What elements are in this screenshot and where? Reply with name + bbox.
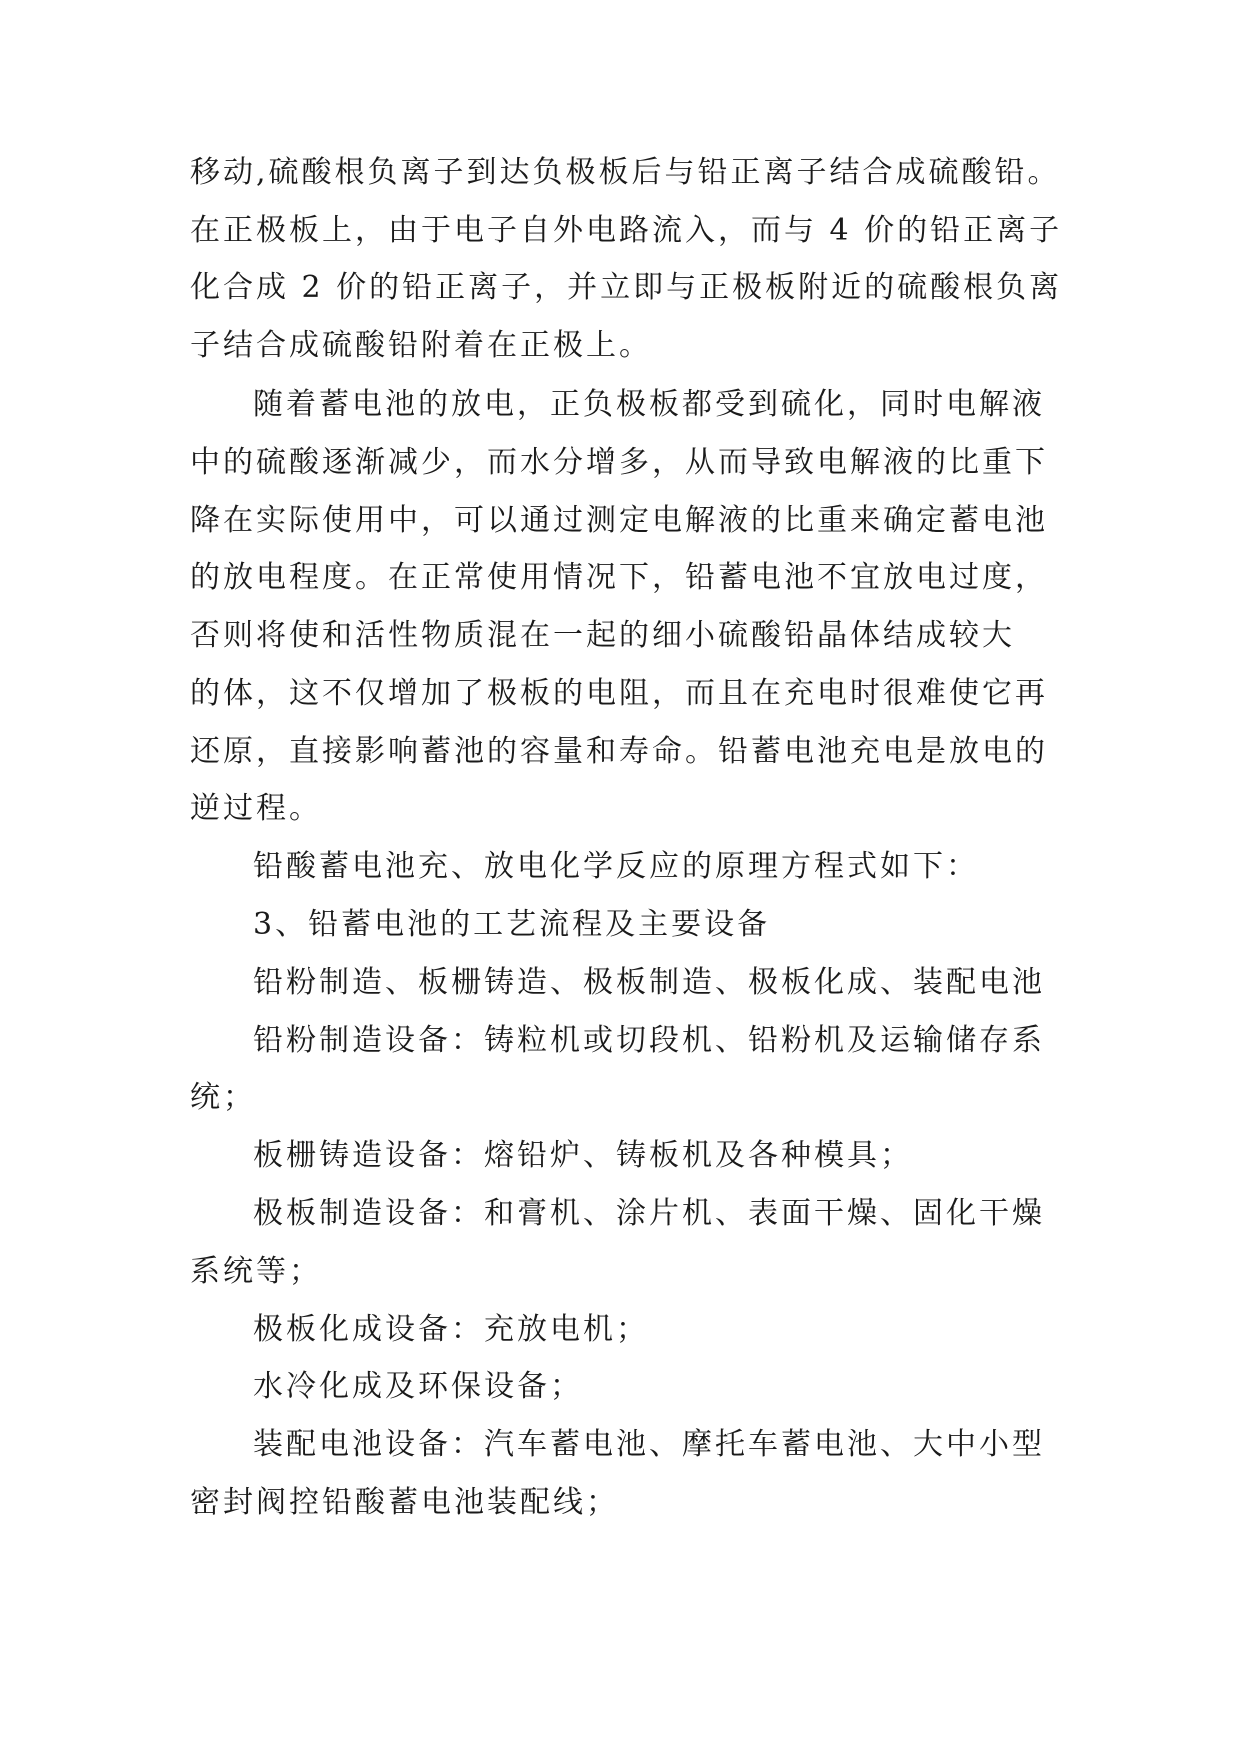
text-line: 铅粉制造设备：铸粒机或切段机、铅粉机及运输储存系: [253, 1023, 1045, 1058]
text-line: 水冷化成及环保设备；: [253, 1369, 583, 1404]
text-line: 极板化成设备：充放电机；: [253, 1312, 649, 1347]
text-line: 化合成 2 价的铅正离子，并立即与正极板附近的硫酸根负离: [190, 270, 1063, 305]
text-line: 的体，这不仅增加了极板的电阻，而且在充电时很难使它再: [190, 676, 1048, 711]
text-line: 在正极板上，由于电子自外电路流入，而与 4 价的铅正离子: [190, 213, 1063, 248]
text-line: 板栅铸造设备：熔铅炉、铸板机及各种模具；: [253, 1138, 913, 1173]
text-line: 移动,硫酸根负离子到达负极板后与铅正离子结合成硫酸铅。: [190, 155, 1061, 190]
text-line: 统；: [190, 1080, 256, 1115]
text-line: 中的硫酸逐渐减少，而水分增多，从而导致电解液的比重下: [190, 445, 1048, 480]
section-heading: 3、铅蓄电池的工艺流程及主要设备: [253, 907, 771, 942]
text-line: 的放电程度。在正常使用情况下，铅蓄电池不宜放电过度，: [190, 560, 1048, 595]
text-line: 子结合成硫酸铅附着在正极上。: [190, 328, 652, 363]
text-line: 铅粉制造、板栅铸造、极板制造、极板化成、装配电池: [253, 965, 1045, 1000]
text-line: 逆过程。: [190, 791, 322, 826]
text-line: 极板制造设备：和膏机、涂片机、表面干燥、固化干燥: [253, 1196, 1045, 1231]
text-line: 降在实际使用中，可以通过测定电解液的比重来确定蓄电池: [190, 503, 1048, 538]
text-line: 系统等；: [190, 1254, 322, 1289]
text-line: 否则将使和活性物质混在一起的细小硫酸铅晶体结成较大: [190, 618, 1015, 653]
text-line: 铅酸蓄电池充、放电化学反应的原理方程式如下：: [253, 849, 979, 884]
text-line: 密封阀控铅酸蓄电池装配线；: [190, 1485, 619, 1520]
text-line: 还原，直接影响蓄池的容量和寿命。铅蓄电池充电是放电的: [190, 734, 1048, 769]
text-line: 随着蓄电池的放电，正负极板都受到硫化，同时电解液: [253, 387, 1045, 422]
text-line: 装配电池设备：汽车蓄电池、摩托车蓄电池、大中小型: [253, 1427, 1045, 1462]
